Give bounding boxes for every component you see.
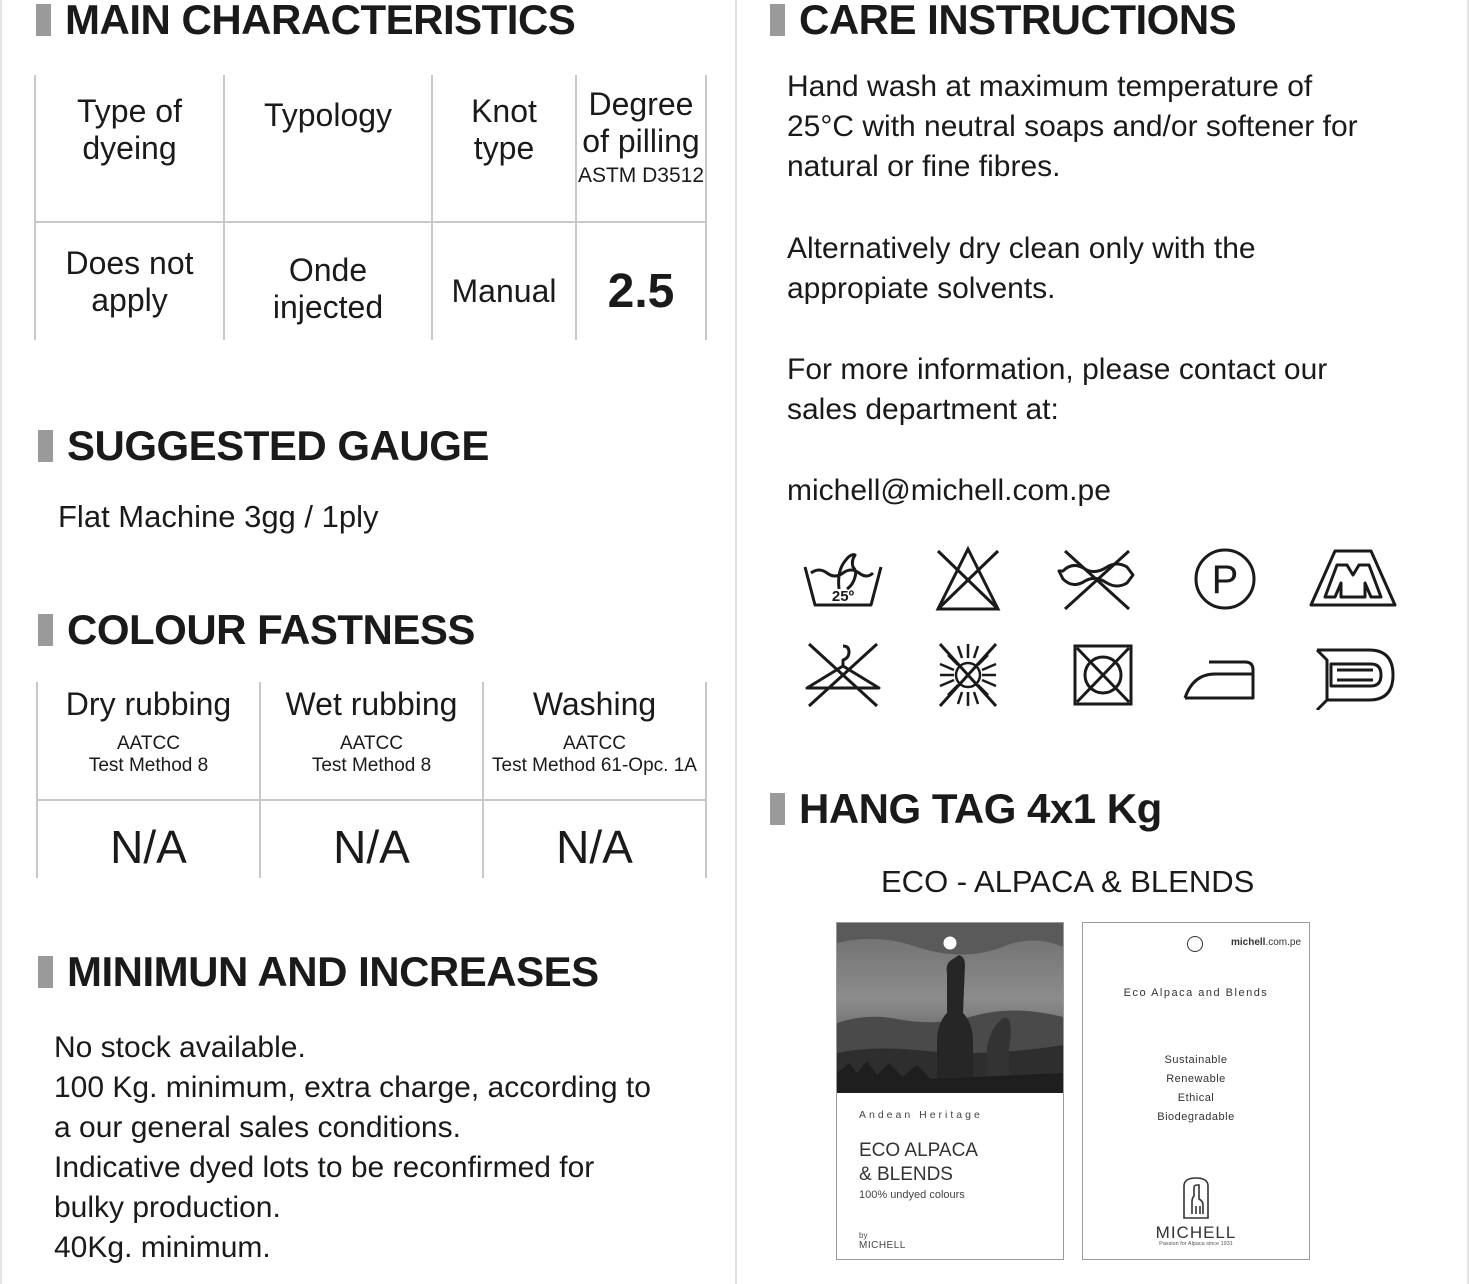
dry-in-shade-icon [1305, 640, 1405, 710]
care-paragraph-1: Hand wash at maximum temperature of 25°C with neutral soaps and/or softener for natural or fine fibres. [787, 70, 1358, 183]
heading-bar [38, 614, 53, 646]
pilling-method: ASTM D3512 [577, 163, 705, 187]
iron-low-icon [1175, 640, 1275, 710]
washing-label: Washing [532, 686, 657, 722]
suggested-gauge-heading [38, 422, 489, 470]
back-brand: MICHELL [1155, 1223, 1237, 1242]
hang-tag-heading [770, 785, 1162, 833]
main-characteristics-title: MAIN CHARACTERISTICS [65, 0, 576, 43]
do-not-tumble-dry-icon [1053, 640, 1153, 710]
do-not-bleach-icon [918, 545, 1018, 615]
do-not-wring-icon [1047, 545, 1147, 615]
front-heritage: Andean Heritage [859, 1109, 983, 1121]
back-attributes: Sustainable Renewable Ethical Biodegradable [1157, 1054, 1235, 1123]
colour-fastness-title: COLOUR FASTNESS [67, 606, 475, 653]
care-instructions-heading [770, 0, 1236, 44]
minimum-title: MINIMUN AND INCREASES [67, 948, 599, 995]
back-title: Eco Alpaca and Blends [1123, 987, 1269, 999]
hang-tag-subtitle: ECO - ALPACA & BLENDS [881, 864, 1255, 899]
back-website: michell.com.pe [1231, 937, 1302, 948]
fastness-col-washing: Washing AATCC Test Method 61-Opc. 1A [492, 686, 697, 776]
heading-bar [36, 4, 51, 36]
contact-email[interactable]: michell@michell.com.pe [787, 474, 1111, 507]
front-product-name: ECO ALPACA & BLENDS [859, 1140, 978, 1185]
heading-bar [770, 793, 785, 825]
dry-clean-p-icon [1175, 545, 1275, 615]
front-by: by [859, 1231, 868, 1240]
dry-flat-icon [1303, 545, 1403, 615]
svg-text:25º: 25º [831, 588, 855, 605]
fastness-col-dry: Dry rubbing AATCC Test Method 8 [65, 686, 232, 776]
tag-hole [1187, 936, 1203, 952]
washing-value: N/A [556, 820, 633, 873]
do-not-dry-in-sun-icon [918, 640, 1018, 710]
dry-rubbing-label: Dry rubbing [65, 686, 232, 722]
minimum-heading [38, 948, 599, 996]
gauge-text: Flat Machine 3gg / 1ply [58, 499, 379, 534]
care-paragraph-2: Alternatively dry clean only with the appropiate solvents. [787, 232, 1256, 305]
heading-bar [38, 956, 53, 988]
heading-bar [770, 4, 785, 36]
wet-rubbing-label: Wet rubbing [285, 686, 458, 722]
suggested-gauge-title: SUGGESTED GAUGE [67, 422, 489, 469]
main-characteristics-heading [36, 0, 575, 44]
hang-tag-title: HANG TAG 4x1 Kg [799, 785, 1162, 832]
hang-tag-front [836, 922, 1064, 1260]
header-knot-type: Knot type [471, 93, 537, 166]
value-dyeing: Does not apply [65, 244, 194, 318]
hang-tag-back [1082, 922, 1310, 1260]
heading-bar [38, 430, 53, 462]
front-brand: MICHELL [859, 1240, 906, 1251]
value-typology: Onde injected [272, 252, 384, 325]
care-instructions-title: CARE INSTRUCTIONS [799, 0, 1237, 43]
michell-logo-icon [1180, 1176, 1212, 1220]
fastness-col-wet: Wet rubbing AATCC Test Method 8 [285, 686, 458, 776]
minimum-text: No stock available. 100 Kg. minimum, extra charge, according to a our general sales conditions. Indicative dyed lots to be reconfirmed for bulky production. 40Kg. minimum. [54, 1031, 651, 1264]
hand-wash-25-icon [793, 545, 893, 615]
front-subtitle: 100% undyed colours [859, 1189, 965, 1201]
alpaca-photo [837, 923, 1063, 1093]
column-divider [735, 0, 737, 1284]
header-typology: Typology [263, 97, 393, 134]
dry-rubbing-value: N/A [110, 820, 187, 873]
colour-fastness-heading [38, 606, 475, 654]
value-knot: Manual [451, 273, 557, 310]
header-degree-of-pilling: Degree of pilling ASTM D3512 [577, 86, 705, 187]
care-paragraph-3: For more information, please contact our sales department at: [787, 353, 1328, 426]
svg-text:P: P [1211, 558, 1239, 602]
value-pilling: 2.5 [607, 264, 675, 318]
wet-rubbing-value: N/A [333, 820, 410, 873]
header-type-of-dyeing: Type of dyeing [77, 93, 182, 166]
do-not-hang-dry-icon [793, 640, 893, 710]
back-tagline: Passion for Alpaca since 1931 [1159, 1241, 1233, 1247]
tag-hole [944, 937, 957, 950]
